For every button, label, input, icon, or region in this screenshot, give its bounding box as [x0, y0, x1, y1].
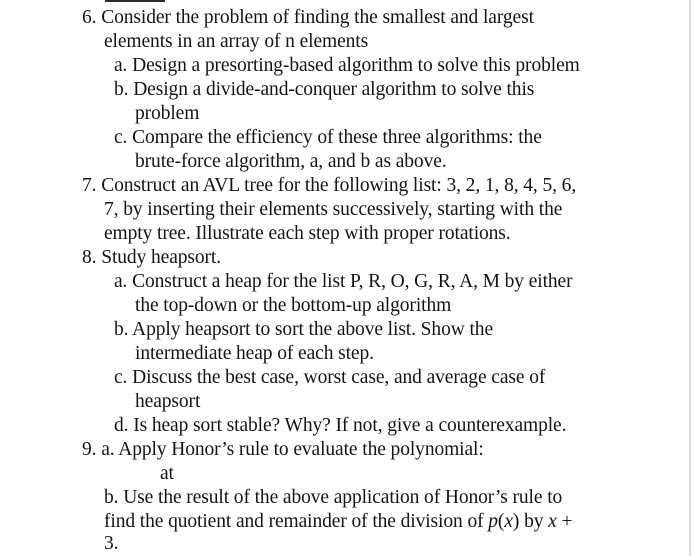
- q8-item-c-line1: c. Discuss the best case, worst case, and average case of: [114, 367, 546, 388]
- q6-item-b-line2: problem: [135, 103, 200, 124]
- q6-item-c-line1: c. Compare the efficiency of these three algorithms: the: [114, 127, 542, 148]
- q9-item-b-line2: [104, 510, 572, 534]
- q9-b2-plus: +: [556, 511, 573, 532]
- q9-line1: 9. a. Apply Honor’s rule to evaluate the polynomial:: [82, 439, 484, 460]
- top-divider: [105, 0, 165, 2]
- q9-b2-x1: x: [504, 511, 513, 532]
- q7-line1: 7. Construct an AVL tree for the following list: 3, 2, 1, 8, 4, 5, 6,: [82, 175, 577, 196]
- right-edge-divider: [689, 0, 691, 556]
- q6-item-c-line2: brute-force algorithm, a, and b as above.: [135, 151, 447, 172]
- q6-line2: elements in an array of n elements: [104, 31, 369, 52]
- q9-item-b-line3: 3.: [104, 533, 119, 554]
- q9-at-label: at: [160, 463, 174, 484]
- q9-b2-by: by: [519, 511, 549, 532]
- q8-item-a-line2: the top-down or the bottom-up algorithm: [135, 295, 452, 316]
- q8-item-c-line2: heapsort: [135, 391, 201, 412]
- q8-item-a-line1: a. Construct a heap for the list P, R, O, G, R, A, M by either: [114, 271, 573, 292]
- q8-item-b-line2: intermediate heap of each step.: [135, 343, 374, 364]
- q9-b2-p: p: [488, 511, 498, 532]
- q8-item-d: d. Is heap sort stable? Why? If not, give a counterexample.: [114, 415, 567, 436]
- q7-line2: 7, by inserting their elements successively, starting with the: [104, 199, 563, 220]
- q7-line3: empty tree. Illustrate each step with proper rotations.: [104, 223, 511, 244]
- q8-line1: 8. Study heapsort.: [82, 247, 222, 268]
- q9-b2-text: find the quotient and remainder of the division of: [104, 511, 489, 532]
- q6-item-a: a. Design a presorting-based algorithm to solve this problem: [114, 55, 580, 76]
- q6-item-b-line1: b. Design a divide-and-conquer algorithm to solve this: [114, 79, 535, 100]
- q8-item-b-line1: b. Apply heapsort to sort the above list. Show the: [114, 319, 494, 340]
- q6-line1: 6. Consider the problem of finding the smallest and largest: [82, 7, 534, 28]
- q9-b2-paren-open: (: [497, 511, 505, 532]
- q9-b2-x2: x: [548, 511, 557, 532]
- q9-b2-paren-close: ): [512, 511, 520, 532]
- q9-item-b-line1: b. Use the result of the above application of Honor’s rule to: [104, 487, 563, 508]
